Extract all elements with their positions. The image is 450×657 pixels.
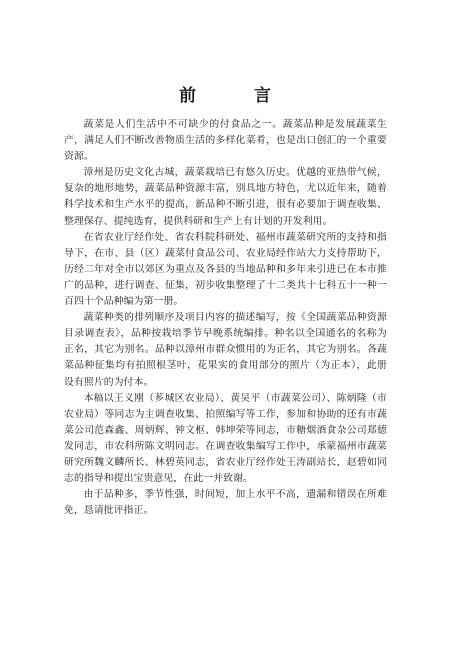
paragraph-1: 蔬菜是人们生活中不可缺少的付食品之一。蔬菜品种是发展蔬菜生产，满足人们不断改善物质生活的多样化菜肴，也是出口创汇的一个重要资源。 [64, 119, 387, 163]
paragraph-6: 由于品种多，季节性强，时间短，加上水平不高，遗漏和错误在所难免，恳请批评指正。 [64, 489, 387, 517]
paragraph-5: 本稿以王义刚（芗城区农业局）、黄吴平（市蔬菜公司）、陈炳隆（市农业局）等同志为主调查收集、拍照编写等工作，参加和协助的还有市蔬菜公司范森鑫、周炳辉、钟文枢、韩坤荣等同志，市糖烟酒食杂公司郑德发同志，市农科所陈文明同志。在调查收集编写工作中，承蒙福州市蔬菜研究所魏文麟所长、林碧英同志，省农业厅经作处王涛副站长，赵碧如同志的指导和提出宝贵意见，在此一并致谢。 [64, 392, 387, 485]
preface-body [64, 117, 387, 519]
paragraph-3: 在省农业厅经作处、省农科院科研处、福州市蔬菜研究所的支持和指导下，在市、县（区）蔬菜付食品公司、农业局经作站大力支持帮助下，历经二年对全市以郊区为重点及各县的当地品种和多年来引进已在本市推广的品种，进行调查、征集，初步收集整理了十二类共十七科五十一种一百四十个品种编为第一册。 [64, 231, 387, 308]
paragraph-4: 蔬菜种类的排列顺序及项目内容的描述编写，按《全国蔬菜品种资源目录调查表》，品种按栽培季节早晚系统编排。种名以全国通名的名称为正名，其它为别名。品种以漳州市群众惯用的为正名，其它为别名。各蔬菜品种征集均有拍照根茎叶，花果实的食用部分的照片（为正本），此册设有照片的为付本。 [64, 312, 387, 388]
page-title: 前 言 [179, 86, 297, 106]
paragraph-2: 漳州是历史文化古城，蔬菜栽培已有悠久历史。优越的亚热带气候，复杂的地形地势，蔬菜品种资源丰富，别具地方特色，尤以近年来，随着科学技术和生产水平的提高，新品种不断引进，很有必要加于调查收集、整理保存、提纯选育，提供科研和生产上有计划的开发利用。 [64, 167, 387, 227]
